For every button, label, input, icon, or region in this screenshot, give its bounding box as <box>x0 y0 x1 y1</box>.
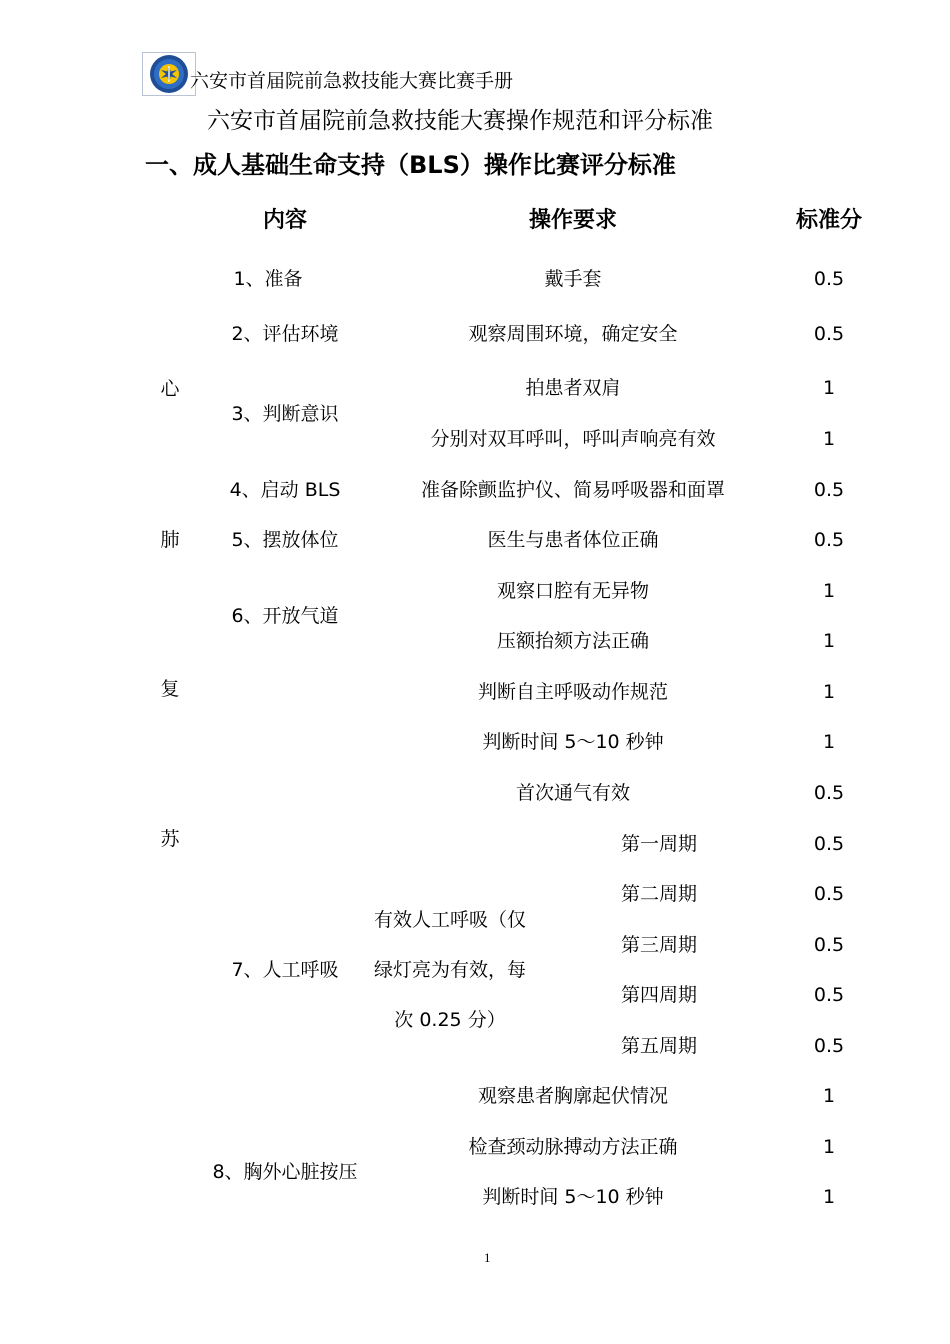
score-value: 1 <box>822 428 836 450</box>
item-label: 8、胸外心脏按压 <box>212 1161 358 1183</box>
running-header: 六安市首届院前急救技能大赛比赛手册 <box>190 70 514 92</box>
requirement-text: 第五周期 <box>620 1035 698 1057</box>
score-value: 1 <box>822 1085 836 1107</box>
score-value: 0.5 <box>813 883 845 905</box>
breathing-note-line: 绿灯亮为有效，每 <box>373 959 527 981</box>
section-heading: 一、成人基础生命支持（BLS）操作比赛评分标准 <box>145 151 676 179</box>
document-title: 六安市首届院前急救技能大赛操作规范和评分标准 <box>207 108 713 134</box>
requirement-text: 判断时间 5～10 秒钟 <box>482 1186 664 1208</box>
requirement-text: 观察周围环境，确定安全 <box>468 323 678 345</box>
requirement-text: 首次通气有效 <box>515 782 631 804</box>
score-value: 0.5 <box>813 323 845 345</box>
breathing-note-line: 次 0.25 分） <box>394 1009 506 1031</box>
requirement-text: 医生与患者体位正确 <box>487 529 659 551</box>
score-value: 1 <box>822 1136 836 1158</box>
item-label: 5、摆放体位 <box>231 529 339 551</box>
emblem-logo-icon <box>142 52 196 96</box>
score-value: 1 <box>822 681 836 703</box>
page-number: 1 <box>484 1250 491 1265</box>
score-value: 0.5 <box>813 1035 845 1057</box>
side-label-char: 心 <box>160 378 180 400</box>
item-label: 2、评估环境 <box>231 323 339 345</box>
side-label-char: 复 <box>160 678 180 700</box>
item-label: 6、开放气道 <box>231 605 339 627</box>
requirement-text: 戴手套 <box>544 268 602 290</box>
score-value: 0.5 <box>813 479 845 501</box>
item-label: 7、人工呼吸 <box>231 959 339 981</box>
requirement-text: 判断时间 5～10 秒钟 <box>482 731 664 753</box>
requirement-text: 判断自主呼吸动作规范 <box>477 681 669 703</box>
score-value: 0.5 <box>813 934 845 956</box>
column-header-requirement: 操作要求 <box>528 208 618 233</box>
item-label: 3、判断意识 <box>231 403 339 425</box>
column-header-content: 内容 <box>262 208 308 233</box>
score-value: 0.5 <box>813 782 845 804</box>
requirement-text: 压额抬颏方法正确 <box>496 630 650 652</box>
item-label: 1、准备 <box>233 268 303 290</box>
requirement-text: 观察患者胸廓起伏情况 <box>477 1085 669 1107</box>
requirement-text: 第二周期 <box>620 883 698 905</box>
column-header-score: 标准分 <box>795 208 863 233</box>
requirement-text: 第四周期 <box>620 984 698 1006</box>
requirement-text: 准备除颤监护仪、简易呼吸器和面罩 <box>420 479 726 501</box>
score-value: 0.5 <box>813 984 845 1006</box>
score-value: 0.5 <box>813 833 845 855</box>
score-value: 1 <box>822 1186 836 1208</box>
score-value: 1 <box>822 580 836 602</box>
requirement-text: 观察口腔有无异物 <box>496 580 650 602</box>
score-value: 1 <box>822 630 836 652</box>
item-label: 4、启动 BLS <box>229 479 341 501</box>
score-value: 1 <box>822 377 836 399</box>
breathing-note-line: 有效人工呼吸（仅 <box>373 909 527 931</box>
requirement-text: 拍患者双肩 <box>525 377 621 399</box>
score-value: 1 <box>822 731 836 753</box>
requirement-text: 检查颈动脉搏动方法正确 <box>468 1136 678 1158</box>
requirement-text: 第一周期 <box>620 833 698 855</box>
score-value: 0.5 <box>813 268 845 290</box>
side-label-char: 肺 <box>160 529 180 551</box>
requirement-text: 第三周期 <box>620 934 698 956</box>
requirement-text: 分别对双耳呼叫，呼叫声响亮有效 <box>430 428 716 450</box>
side-label-char: 苏 <box>160 828 180 850</box>
score-value: 0.5 <box>813 529 845 551</box>
